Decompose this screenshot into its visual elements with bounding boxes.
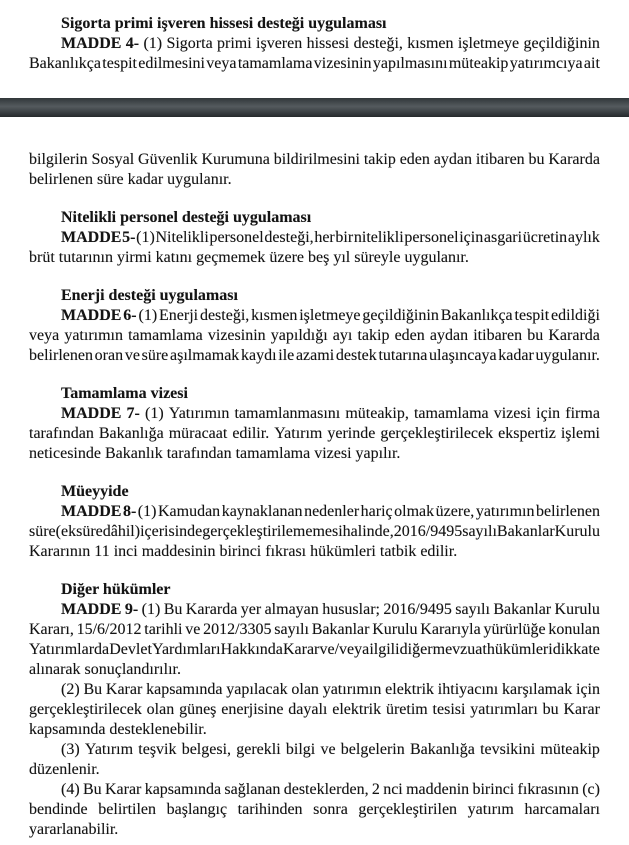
word: gerçekleştirilecek [29,701,142,718]
word: hariç [360,503,393,520]
section-heading: Nitelikli personel desteği uygulaması [61,209,312,226]
word: Bu [163,601,183,618]
word: tarafından [29,425,94,442]
bold-word: 9- [124,601,139,618]
word: yapılacak [226,681,288,698]
word: Devlet [109,641,152,658]
word: her [314,229,335,246]
word: Bakanlığa [98,425,164,442]
word: ücretin [522,229,568,246]
word: Bakanlıkça [29,55,101,72]
word: (1) [143,35,163,52]
word: 15/6/2012 [76,621,142,638]
text-line [29,522,600,542]
word: yürürlüğe [483,621,546,638]
word: halinde, [342,523,394,540]
word: bu [527,327,544,344]
word: teşvik [138,741,177,758]
word: ve/veya [319,641,370,658]
text-line: brüt tutarının yirmi katını geçmemek üzere beş yıl süreyle uygulanır. [29,249,469,266]
word: yatırımın [322,681,382,698]
text-line: kapsamında desteklenebilir. [29,721,207,738]
word: ekspertiz [498,425,556,442]
word: (1) [137,503,157,520]
word: yatırımın [475,503,535,520]
text-line [29,700,600,720]
word: geçildiğinin [362,307,439,324]
word: karşılamak [502,681,573,698]
text-line [29,404,600,424]
word: için [576,681,600,698]
word: Karar [105,681,143,698]
word: birinci [472,781,515,798]
word: süre [76,523,103,540]
word: elektrik [332,701,382,718]
word: için [536,405,561,422]
word: Yatırımın [168,405,230,422]
word: 2016/9495 [383,601,452,618]
word: personel [404,229,459,246]
word: olan [291,681,319,698]
word: Kararda [548,151,600,168]
word: ve [320,741,336,758]
word: takip [363,151,396,168]
word: veya [29,327,60,344]
text-line: Kararının 11 inci maddesinin birinci fıkrası hükümleri tatbik edilir. [29,543,458,560]
word: işlemi [560,425,600,442]
word: Kararı, [29,621,74,638]
word: sayılı [462,523,497,540]
word: fıkrasının [517,781,579,798]
word: ait [583,55,600,72]
word: Kurulu [554,523,600,540]
word: uygulanır. [535,347,600,364]
text-line [29,620,600,640]
word: müracaat [168,425,228,442]
word: için [459,229,484,246]
word: 2 [371,781,380,798]
word: (4) [61,781,80,798]
word: firma [565,405,600,422]
word: Bakanlar [496,523,555,540]
word: kaydı [241,347,277,364]
text-line: yararlanabilir. [29,821,119,838]
word: nedenler [304,503,360,520]
word: yapılmasını [372,55,448,72]
word: Kamudan [157,503,221,520]
text-line: neticesinde Bakanlık tarafından tamamlama vizesi yapılır. [29,445,401,462]
text-line [29,502,600,522]
word: kapsamında [144,781,222,798]
word: nitelikli [353,229,404,246]
word: (1) [144,405,164,422]
word: güneş [179,701,217,718]
word: kısmen [251,307,298,324]
word: Karar [104,781,142,798]
word: desteği, [264,229,314,246]
word: bildirilmesini [273,151,360,168]
word: almayan [264,601,319,618]
bold-word: MADDE [61,35,122,52]
word: hükümleri [486,641,553,658]
word: müteakip [448,55,509,72]
word: gerçekleştirilememesi [202,523,343,540]
word: yatırımın [64,327,123,344]
word: Kararıyla [420,621,481,638]
word: belirtilen [98,801,157,818]
word: olan [146,701,175,718]
word: Sosyal [91,151,135,168]
page-separator [0,98,629,117]
word: eden [399,151,430,168]
word: işletmeye [457,35,520,52]
word: müteakip, [345,405,409,422]
bold-word: MADDE [61,229,122,246]
word: veya [206,55,237,72]
word: edilmesini [138,55,205,72]
word: dayalı [288,701,328,718]
word: yatırımcıya [509,55,583,72]
word: ulaşıncaya [429,347,497,364]
word: Bakanlar [311,621,370,638]
word: tamamlama [413,405,489,422]
word: primi [217,35,252,52]
word: süre [29,523,56,540]
word: Bu [82,781,102,798]
word: (3) [61,741,80,758]
word: bir [335,229,354,246]
word: gerçekleştirilecek [380,425,494,442]
word: işletmeye [299,307,361,324]
text-line [29,800,600,820]
word: tevsikini [480,741,536,758]
text-line: belirlenen süre kadar uygulanır. [29,171,232,188]
word: ve [124,347,140,364]
word: tamamlama [128,327,203,344]
word: Sigorta [166,35,213,52]
word: gerekli [236,741,281,758]
word: Kararda [548,327,600,344]
section-heading: Diğer hükümler [61,581,171,598]
word: sonra [313,801,348,818]
word: bu [542,701,559,718]
text-line [29,34,600,54]
text-line [29,54,600,74]
word: Enerji [159,307,199,324]
word: yapıldığı [270,327,328,344]
bold-word: MADDE [61,503,122,520]
text-line [29,346,600,366]
section-heading: Müeyyide [61,483,129,500]
section-heading: Sigorta primi işveren hissesi desteği uygulaması [61,15,387,32]
word: Hakkında [220,641,283,658]
text-line [29,228,600,248]
word: Bu [83,681,103,698]
word: 2012/3305 [203,621,272,638]
word: kısmen [407,35,454,52]
text-line [29,680,600,700]
word: personel [209,229,264,246]
word: (ek [55,523,77,540]
word: Kurumuna [201,151,270,168]
word: Bakanlığa [409,741,475,758]
word: ayı [332,327,353,344]
word: yatırım [467,801,514,818]
word: maddenin [406,781,470,798]
word: ile [278,347,295,364]
word: Kurulu [554,601,600,618]
word: Yatırım [84,741,134,758]
document-fragment-top [0,0,629,74]
bold-word: 5- [122,229,136,246]
word: tespit [102,55,137,72]
word: diğer [399,641,433,658]
word: vizesi [493,405,532,422]
word: süre [141,347,169,364]
section-heading: Enerji desteği uygulaması [61,287,238,304]
word: içerisinde [140,523,203,540]
word: (1) [136,229,155,246]
word: takip [357,327,390,344]
word: Nitelikli [155,229,209,246]
word: enerjisine [221,701,284,718]
word: Karar [282,641,320,658]
word: Yardımları [151,641,221,658]
word: vizesinin [207,327,266,344]
word: tutarına [378,347,428,364]
word: desteklerden, [283,781,369,798]
word: sayılı [274,621,309,638]
word: dâhil) [102,523,141,540]
word: harcamaları [524,801,600,818]
word: elektrik [385,681,435,698]
word: edilir. [232,425,270,442]
word: hissesi [306,35,350,52]
word: tarihli [144,621,183,638]
word: ilgili [369,641,400,658]
word: tespit [514,307,550,324]
word: kadar [498,347,534,364]
text-line [29,150,600,170]
word: (c) [582,781,600,798]
bold-word: MADDE [61,601,122,618]
text-line: düzenlenir. [29,761,100,778]
word: desteği, [199,307,250,324]
word: itibaren [473,327,523,344]
word: destek [335,347,377,364]
word: nci [383,781,403,798]
word: tamamlama [237,55,313,72]
word: konulan [548,621,600,638]
word: başlangıç [166,801,228,818]
word: işveren [256,35,303,52]
bold-word: 6- [123,307,137,324]
word: itibaren [475,151,525,168]
word: bu [528,151,545,168]
word: sağlanan [224,781,281,798]
bold-word: 8- [122,503,137,520]
word: belgelerin [340,741,405,758]
word: Bakanlar [493,601,552,618]
text-line [29,326,600,346]
text-line [29,780,600,800]
word: olmak [394,503,435,520]
document-page-main [0,117,629,840]
text-line [29,640,600,660]
word: Kararda [185,601,238,618]
word: bendinde [29,801,88,818]
word: desteği, [353,35,403,52]
word: üzere, [435,503,475,520]
text-line: alınarak sonuçlandırılır. [29,661,181,678]
word: belirlenen [29,347,93,364]
text-line [29,740,600,760]
word: Kurulu [372,621,418,638]
section-heading: Tamamlama vizesi [61,385,188,402]
word: oran [94,347,124,364]
word: aydan [429,327,469,344]
word: tesisi [432,701,466,718]
word: azami [295,347,335,364]
word: üretim [385,701,428,718]
word: Yatırım [274,425,323,442]
word: yerinde [327,425,376,442]
word: aydan [433,151,472,168]
word: Güvenlik [138,151,198,168]
word: mevzuat [432,641,487,658]
text-line [29,600,600,620]
bold-word: MADDE [61,405,122,422]
word: ve [185,621,201,638]
word: kapsamında [146,681,223,698]
word: (2) [61,681,80,698]
bold-word: 4- [125,35,140,52]
word: 2016/9495 [393,523,463,540]
word: asgari [483,229,523,246]
text-line [29,306,600,326]
word: yer [240,601,262,618]
word: yatırımları [470,701,538,718]
bold-word: MADDE [61,307,122,324]
word: Bakanlıkça [440,307,513,324]
word: kaynaklanan [221,503,303,520]
word: geçildiğinin [523,35,600,52]
word: sayılı [455,601,490,618]
word: tamamlanmasını [234,405,341,422]
word: gerçekleştirilen [358,801,458,818]
word: eden [394,327,425,344]
text-line [29,424,600,444]
word: aylık [567,229,600,246]
word: (1) [138,307,158,324]
word: müteakip [540,741,600,758]
word: bilgilerin [29,151,88,168]
word: belirlenen [536,503,600,520]
word: Yatırımlarda [29,641,110,658]
word: aşılmamak [169,347,240,364]
word: tarihinden [237,801,303,818]
word: ihtiyacını [437,681,499,698]
word: (1) [141,601,161,618]
word: vizesinin [313,55,372,72]
bold-word: 7- [126,405,140,422]
word: dikkate [552,641,600,658]
word: hususlar; [322,601,380,618]
word: bilgi [285,741,316,758]
word: belgesi, [181,741,232,758]
word: Karar [563,701,600,718]
word: edildiği [551,307,600,324]
